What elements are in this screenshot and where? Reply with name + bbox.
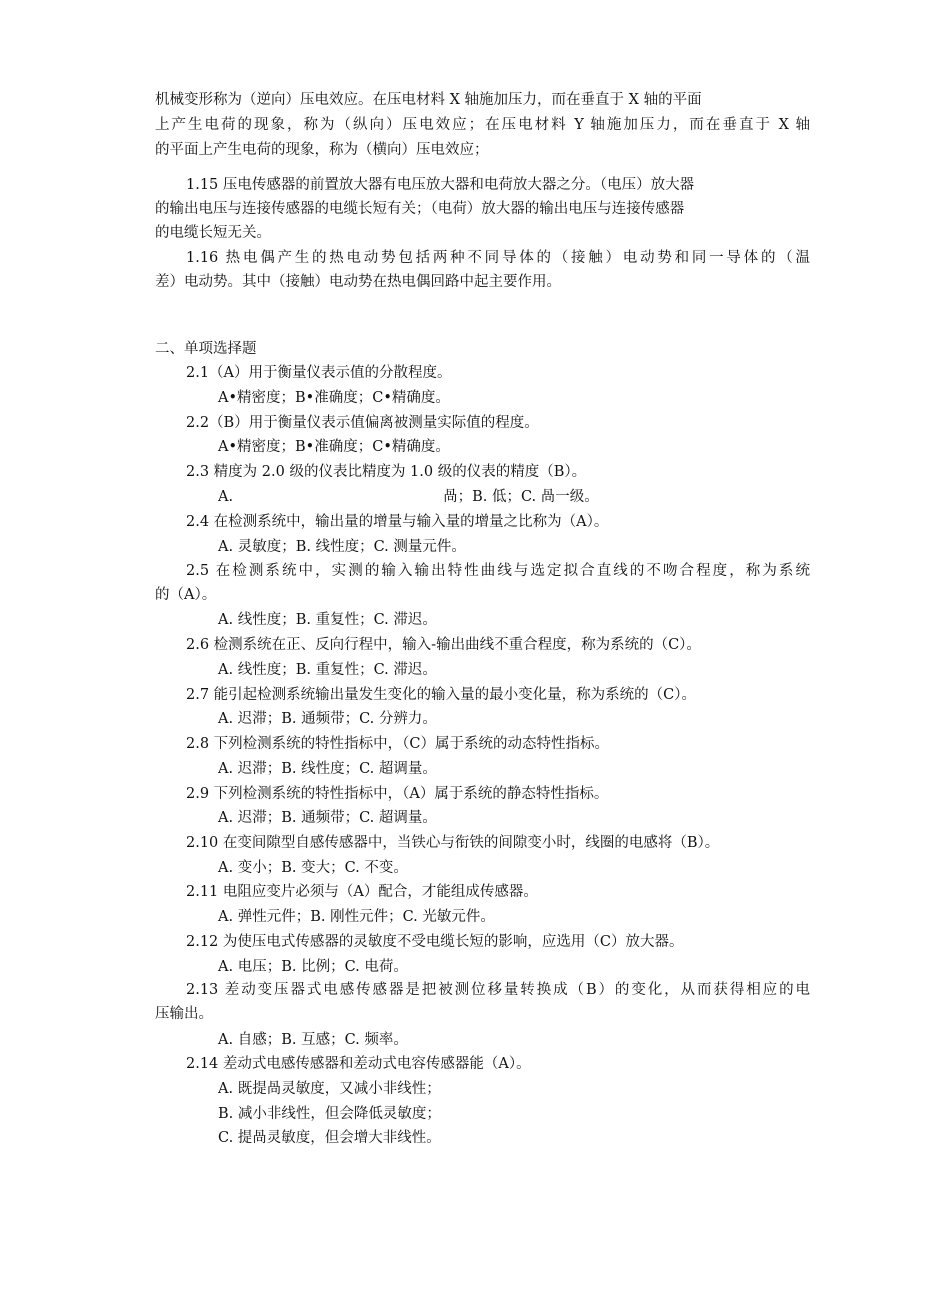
paragraph-line: 上产生电荷的现象，称为（纵向）压电效应；在压电材料 Y 轴施加压力，而在垂直于 X 轴	[155, 117, 810, 133]
paragraph-line: 差）电动势。其中（接触）电动势在热电偶回路中起主要作用。	[155, 274, 561, 290]
options-2-5: A. 线性度；B. 重复性；C. 滞迟。	[218, 612, 437, 628]
options-2-7: A. 迟滞；B. 通频带；C. 分辨力。	[218, 711, 437, 727]
paragraph-line: 的输出电压与连接传感器的电缆长短有关；（电荷）放大器的输出电压与连接传感器	[155, 201, 685, 217]
option-text: 咼；B. 低；C. 咼一级。	[443, 489, 599, 505]
question-2-4: 2.4 在检测系统中，输出量的增量与输入量的增量之比称为（A）。	[186, 514, 609, 530]
paragraph-line: 的平面上产生电荷的现象，称为（横向）压电效应；	[155, 142, 489, 158]
paragraph-line: 机械变形称为（逆向）压电效应。在压电材料 X 轴施加压力，而在垂直于 X 轴的平面	[155, 92, 702, 108]
question-2-5-cont: 的（A）。	[155, 587, 217, 603]
question-2-1: 2.1（A）用于衡量仪表示值的分散程度。	[186, 365, 452, 381]
question-2-7: 2.7 能引起检测系统输出量发生变化的输入量的最小变化量，称为系统的（C）。	[186, 687, 697, 703]
options-2-1: A•精密度；B•准确度；C•精确度。	[218, 390, 450, 406]
question-2-13-cont: 压输出。	[155, 1006, 213, 1022]
options-2-11: A. 弹性元件；B. 刚性元件；C. 光敏元件。	[218, 909, 495, 925]
question-2-9: 2.9 下列检测系统的特性指标中，（A）属于系统的静态特性指标。	[186, 786, 609, 802]
question-2-6: 2.6 检测系统在正、反向行程中，输入-输出曲线不重合程度，称为系统的（C）。	[186, 637, 701, 653]
options-2-3	[218, 487, 599, 507]
options-2-2: A•精密度；B•准确度；C•精确度。	[218, 439, 450, 455]
options-2-10: A. 变小；B. 变大；C. 不变。	[218, 860, 408, 876]
section-heading: 二、单项选择题	[155, 341, 257, 357]
question-2-2: 2.2（B）用于衡量仪表示值偏离被测量实际值的程度。	[186, 415, 539, 431]
option-2-14-a: A. 既提咼灵敏度，又减小非线性；	[218, 1081, 441, 1097]
options-2-13: A. 自感；B. 互感；C. 频率。	[218, 1032, 408, 1048]
question-2-8: 2.8 下列检测系统的特性指标中，（C）属于系统的动态特性指标。	[186, 736, 610, 752]
question-2-12: 2.12 为使压电式传感器的灵敏度不受电缆长短的影响，应选用（C）放大器。	[186, 934, 684, 950]
paragraph-line: 的电缆长短无关。	[155, 225, 271, 241]
option-label: A.	[218, 489, 234, 505]
options-2-4: A. 灵敏度；B. 线性度；C. 测量元件。	[218, 539, 466, 555]
options-2-12: A. 电压；B. 比例；C. 电荷。	[218, 959, 408, 975]
options-2-9: A. 迟滞；B. 通频带；C. 超调量。	[218, 810, 437, 826]
question-2-3: 2.3 精度为 2.0 级的仪表比精度为 1.0 级的仪表的精度（B）。	[186, 464, 587, 480]
question-1-15: 1.15 压电传感器的前置放大器有电压放大器和电荷放大器之分。（电压）放大器	[186, 177, 695, 193]
options-2-8: A. 迟滞；B. 线性度；C. 超调量。	[218, 761, 437, 777]
question-2-14: 2.14 差动式电感传感器和差动式电容传感器能（A）。	[186, 1056, 531, 1072]
option-2-14-c: C. 提咼灵敏度，但会增大非线性。	[218, 1130, 441, 1146]
question-1-16: 1.16 热电偶产生的热电动势包括两种不同导体的（接触）电动势和同一导体的（温	[186, 250, 810, 266]
question-2-13: 2.13 差动变压器式电感传感器是把被测位移量转换成（B）的变化，从而获得相应的电	[186, 982, 810, 998]
question-2-5: 2.5 在检测系统中，实测的输入输出特性曲线与选定拟合直线的不吻合程度，称为系统	[186, 563, 810, 579]
question-2-11: 2.11 电阻应变片必须与（A）配合，才能组成传感器。	[186, 884, 538, 900]
option-2-14-b: B. 减小非线性，但会降低灵敏度；	[218, 1106, 441, 1122]
options-2-6: A. 线性度；B. 重复性；C. 滞迟。	[218, 662, 437, 678]
question-2-10: 2.10 在变间隙型自感传感器中，当铁心与衔铁的间隙变小时，线圈的电感将（B）。	[186, 835, 720, 851]
